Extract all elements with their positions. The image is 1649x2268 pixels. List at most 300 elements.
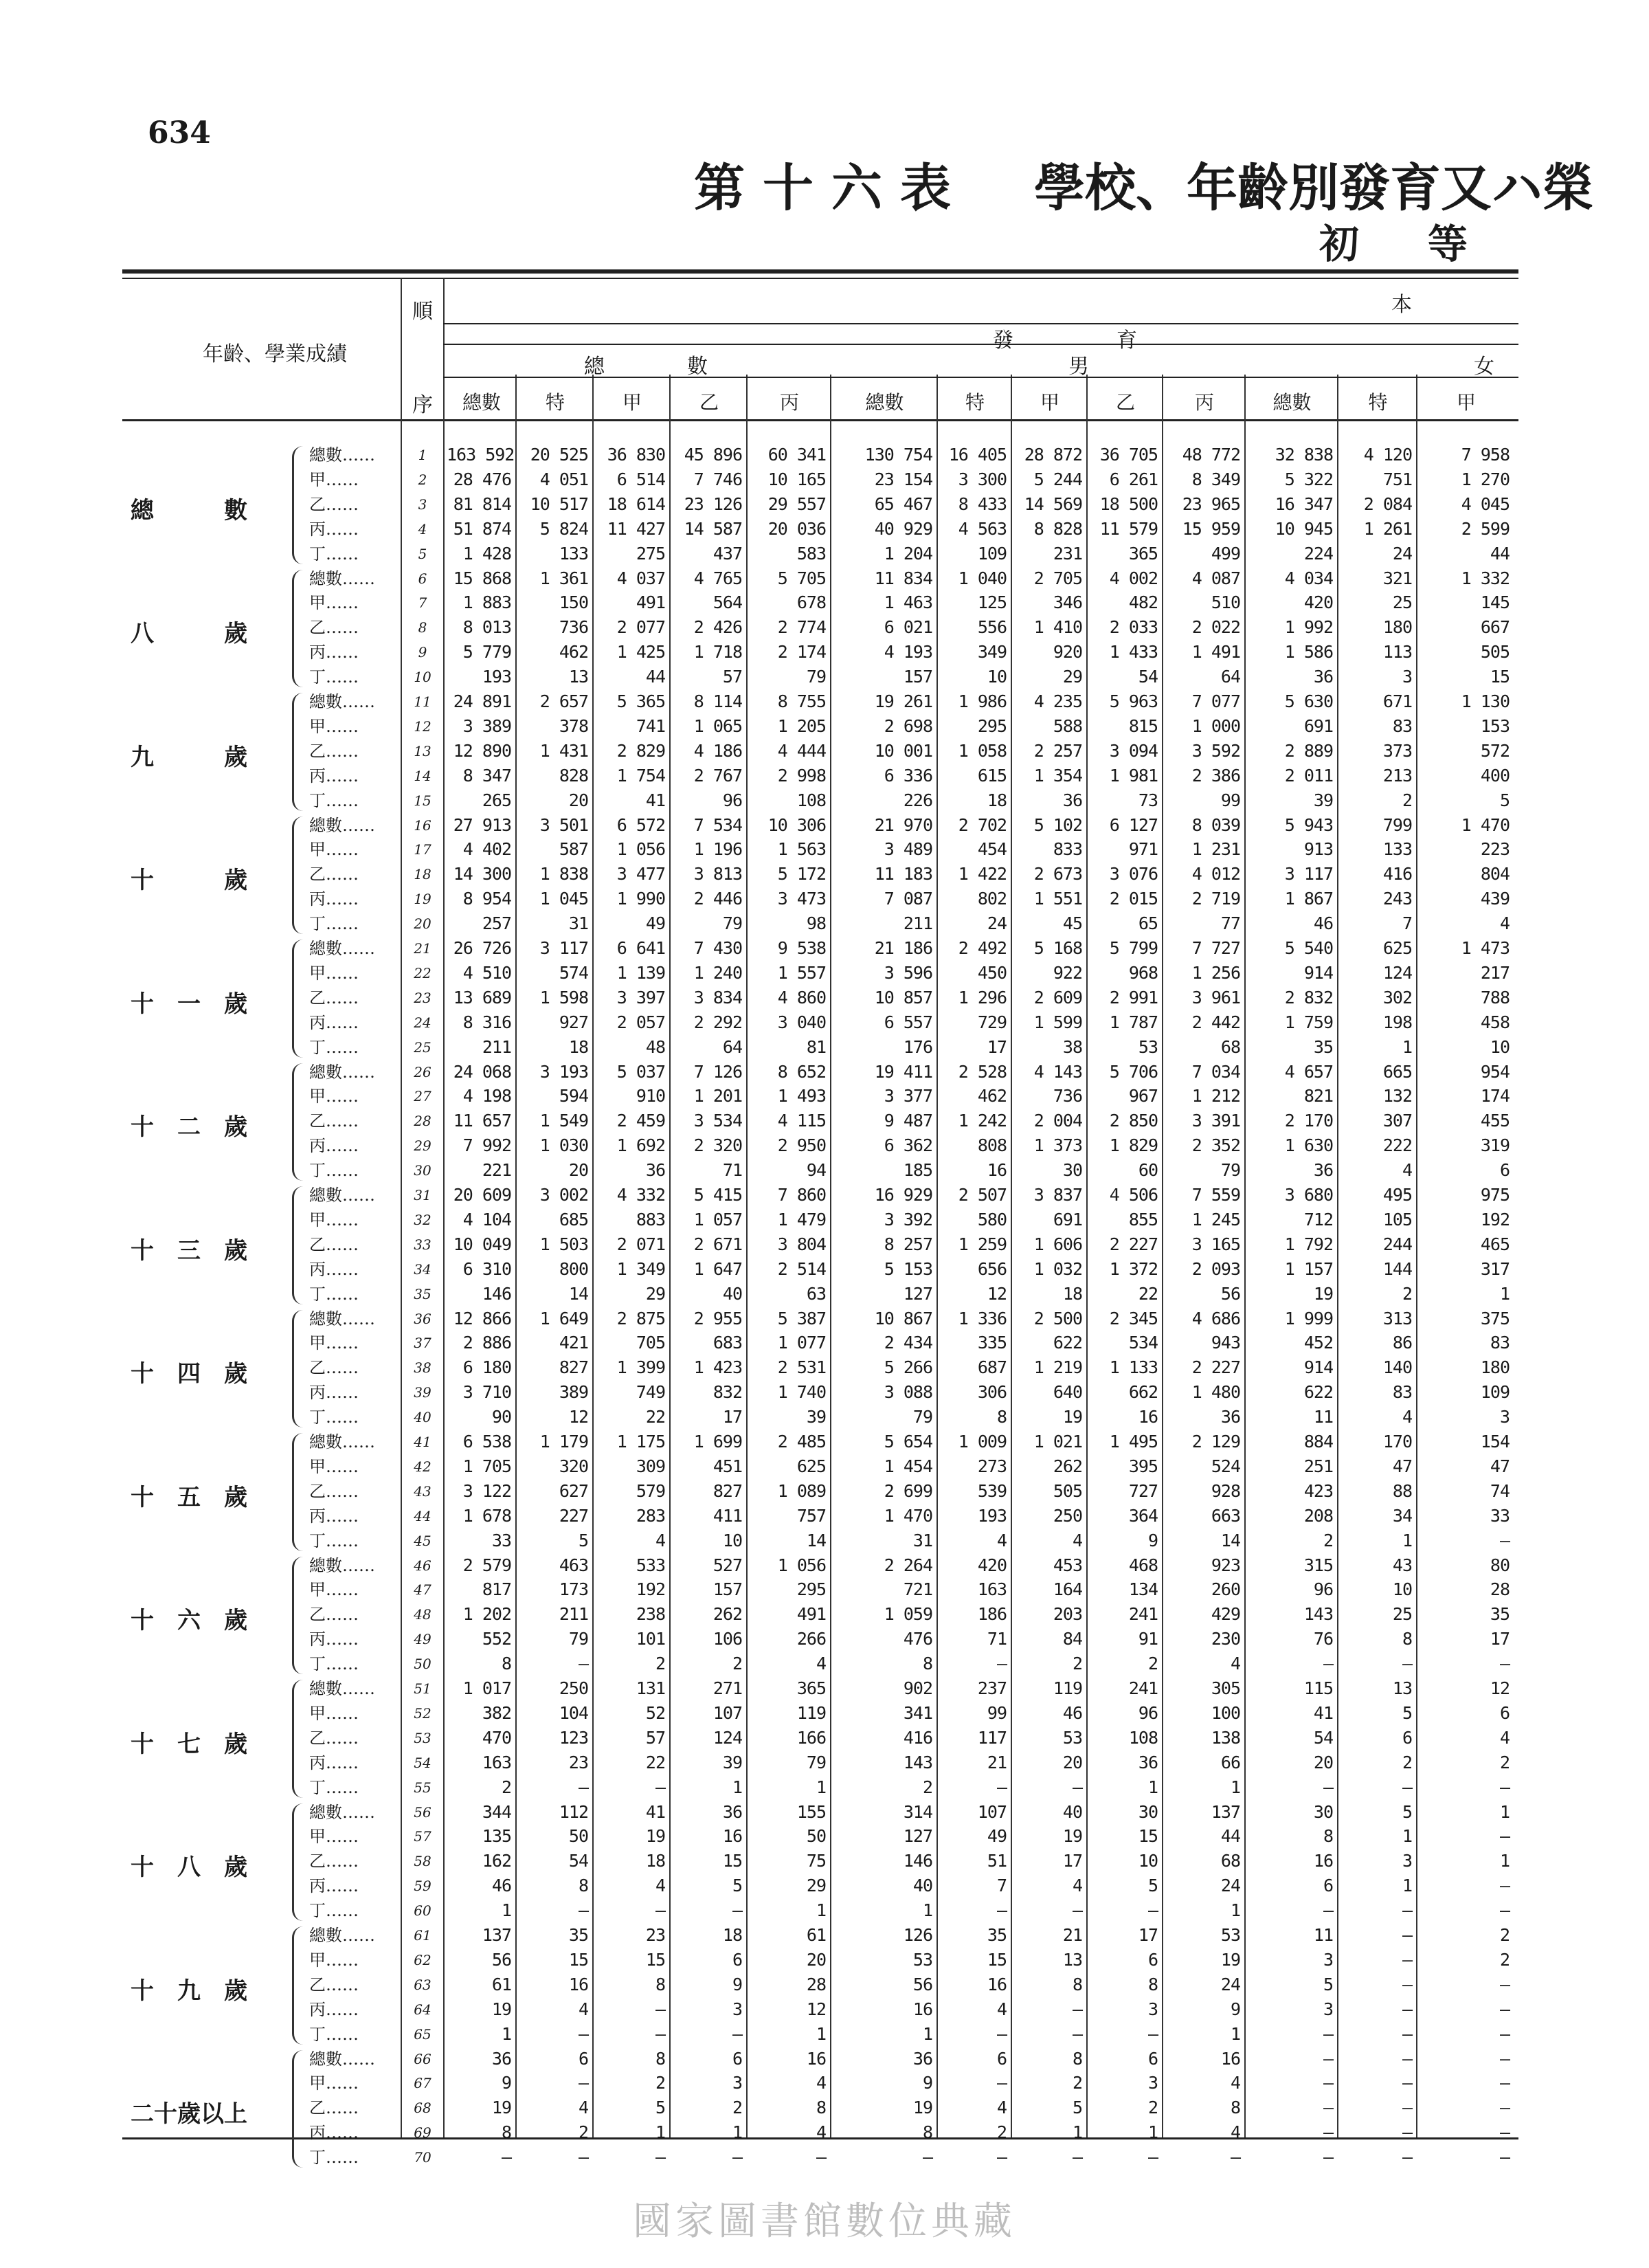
table-cell: 5 415 <box>693 1185 742 1205</box>
table-cell: 2 774 <box>777 617 826 638</box>
sequence-number: 41 <box>414 1434 431 1450</box>
sequence-number: 58 <box>414 1853 431 1870</box>
table-cell: 914 <box>1303 962 1333 983</box>
table-cell: 10 857 <box>874 987 932 1008</box>
column-header: 甲 <box>622 391 642 414</box>
table-cell: 23 154 <box>874 469 932 489</box>
table-cell: 2 <box>1499 1949 1510 1970</box>
table-cell: 6 557 <box>884 1012 932 1032</box>
table-cell: 335 <box>977 1333 1007 1353</box>
table-cell: 3 040 <box>777 1012 826 1032</box>
table-cell: 691 <box>1053 1209 1082 1230</box>
table-cell: 35 <box>987 1925 1007 1945</box>
table-cell: 1 551 <box>1033 889 1082 909</box>
table-cell: 13 <box>1392 1678 1412 1698</box>
group-brace <box>292 570 306 688</box>
table-cell: 594 <box>559 1086 588 1107</box>
table-cell: 6 <box>578 2048 588 2069</box>
table-cell: 109 <box>977 543 1007 564</box>
table-cell: 119 <box>796 1702 826 1723</box>
grade-label: 乙…… <box>309 1975 359 1994</box>
table-cell: 163 592 <box>447 445 515 465</box>
table-cell: 6 <box>1147 2048 1158 2069</box>
table-cell: 309 <box>636 1456 665 1476</box>
table-cell: 2 889 <box>1284 740 1333 761</box>
table-cell: 46 <box>1313 913 1333 934</box>
table-cell: 1 630 <box>1284 1135 1333 1156</box>
table-cell: 193 <box>482 667 511 687</box>
row-label-header: 年齡、學業成績 <box>203 342 347 366</box>
table-cell: 12 <box>568 1407 588 1427</box>
table-cell: 61 <box>806 1925 826 1945</box>
table-cell: 1 133 <box>1109 1357 1158 1378</box>
table-cell: 7 860 <box>777 1185 826 1205</box>
table-cell: 17 <box>1138 1925 1158 1945</box>
table-cell: — <box>1072 1777 1082 1797</box>
table-cell: 15 <box>568 1949 588 1970</box>
table-cell: 437 <box>713 543 742 564</box>
table-cell: 3 117 <box>1284 864 1333 885</box>
age-group-label: 十 一 歲 <box>131 990 247 1018</box>
table-cell: 33 <box>1490 1505 1510 1526</box>
table-cell: — <box>1323 1777 1333 1797</box>
column-line <box>592 375 594 2137</box>
table-cell: 1 399 <box>616 1357 665 1378</box>
table-cell: 251 <box>1303 1456 1333 1476</box>
table-cell: 10 <box>722 1530 742 1550</box>
table-cell: 19 <box>491 2098 511 2118</box>
table-title: 第十六表 <box>694 159 969 218</box>
table-cell: 855 <box>1128 1209 1158 1230</box>
table-cell: 10 <box>1392 1579 1412 1600</box>
table-cell: 1 270 <box>1461 469 1510 489</box>
table-cell: 6 362 <box>884 1135 932 1156</box>
table-cell: 9 <box>732 1974 742 1994</box>
group-brace <box>292 1926 306 2045</box>
table-cell: 21 186 <box>874 938 932 958</box>
table-cell: 4 506 <box>1109 1185 1158 1205</box>
group-brace <box>292 2050 306 2168</box>
table-cell: 505 <box>1053 1480 1082 1501</box>
table-cell: 226 <box>903 790 932 810</box>
table-cell: 4 <box>655 1530 665 1550</box>
group-brace <box>292 693 306 811</box>
table-cell: 163 <box>482 1752 511 1772</box>
table-cell: 18 <box>987 790 1007 810</box>
grade-label: 甲…… <box>309 1703 359 1723</box>
table-cell: 4 <box>1230 2122 1240 2143</box>
table-cell: 14 <box>1220 1530 1240 1550</box>
table-cell: 2 320 <box>693 1135 742 1156</box>
table-cell: 923 <box>1211 1555 1240 1575</box>
table-cell: 8 <box>922 1654 932 1674</box>
table-cell: 1 000 <box>1191 715 1240 736</box>
table-cell: 2 <box>996 2122 1007 2143</box>
grade-label: 總數…… <box>309 1186 375 1205</box>
table-cell: 580 <box>977 1209 1007 1230</box>
table-cell: 319 <box>1480 1135 1510 1156</box>
table-cell: — <box>578 1654 588 1674</box>
table-cell: 800 <box>559 1258 588 1279</box>
table-cell: 2 886 <box>462 1333 511 1353</box>
table-cell: — <box>501 2147 511 2168</box>
grade-label: 丙…… <box>309 2123 359 2143</box>
table-cell: 533 <box>636 1555 665 1575</box>
table-cell: 19 411 <box>874 1061 932 1082</box>
group-brace <box>292 1186 306 1304</box>
table-cell: 3 <box>1499 1407 1510 1427</box>
table-cell: 36 <box>1313 667 1333 687</box>
table-cell: 11 <box>1313 1407 1333 1427</box>
table-cell: 74 <box>1490 1480 1510 1501</box>
table-cell: — <box>1147 2147 1158 2168</box>
table-cell: 2 671 <box>693 1234 742 1254</box>
grade-label: 甲…… <box>309 1950 359 1970</box>
grade-label: 甲…… <box>309 1210 359 1230</box>
table-cell: 2 531 <box>777 1357 826 1378</box>
table-cell: 40 929 <box>874 518 932 539</box>
table-cell: 6 514 <box>616 469 665 489</box>
table-cell: 16 <box>722 1826 742 1847</box>
table-cell: 510 <box>1211 592 1240 613</box>
table-cell: 1 <box>1147 2122 1158 2143</box>
table-cell: 1 139 <box>616 962 665 983</box>
column-header: 總數 <box>1272 391 1312 414</box>
table-cell: 12 890 <box>453 740 511 761</box>
table-cell: 10 <box>1138 1851 1158 1871</box>
table-cell: 914 <box>1303 1357 1333 1378</box>
table-cell: 3 501 <box>539 814 588 835</box>
table-cell: 2 <box>732 1654 742 1674</box>
table-cell: 5 <box>1323 1974 1333 1994</box>
table-cell: 2 292 <box>693 1012 742 1032</box>
table-cell: 788 <box>1480 987 1510 1008</box>
table-cell: 5 322 <box>1284 469 1333 489</box>
grade-label: 丁…… <box>309 1654 359 1674</box>
grade-label: 乙…… <box>309 1358 359 1378</box>
table-cell: — <box>1323 1654 1333 1674</box>
table-cell: 389 <box>559 1382 588 1403</box>
table-cell: 1 557 <box>777 962 826 983</box>
grade-label: 乙…… <box>309 865 359 885</box>
table-cell: 124 <box>713 1727 742 1748</box>
table-cell: 2 <box>655 1654 665 1674</box>
table-cell: 40 <box>1062 1801 1082 1822</box>
table-cell: 729 <box>977 1012 1007 1032</box>
table-cell: 429 <box>1211 1604 1240 1625</box>
sequence-number: 1 <box>418 447 427 463</box>
table-cell: 4 <box>1072 1876 1082 1896</box>
table-cell: 3 <box>1402 667 1412 687</box>
table-cell: 2 <box>922 1777 932 1797</box>
table-cell: 3 193 <box>539 1061 588 1082</box>
table-cell: 2 950 <box>777 1135 826 1156</box>
table-cell: 4 037 <box>616 568 665 588</box>
table-cell: 51 874 <box>453 518 511 539</box>
table-cell: 126 <box>903 1925 932 1945</box>
table-cell: 2 998 <box>777 765 826 786</box>
table-cell: 3 165 <box>1191 1234 1240 1254</box>
grade-label: 乙…… <box>309 1728 359 1748</box>
table-cell: 76 <box>1313 1629 1333 1649</box>
table-cell: 5 <box>1402 1801 1412 1822</box>
table-cell: 454 <box>977 839 1007 860</box>
table-cell: 749 <box>636 1382 665 1403</box>
table-cell: 4 143 <box>1033 1061 1082 1082</box>
grade-label: 總數…… <box>309 1309 375 1328</box>
header-top: 本 <box>1391 293 1412 317</box>
table-cell: 365 <box>796 1678 826 1698</box>
sequence-number: 12 <box>414 718 431 735</box>
table-cell: 5 <box>1499 790 1510 810</box>
table-cell: — <box>655 2023 665 2044</box>
table-cell: 81 814 <box>453 493 511 514</box>
table-cell: 4 <box>816 2073 826 2093</box>
table-cell: 2 174 <box>777 642 826 663</box>
sequence-number: 52 <box>414 1704 431 1722</box>
table-cell: 462 <box>559 642 588 663</box>
table-cell: 2 <box>1402 790 1412 810</box>
table-cell: 3 534 <box>693 1111 742 1131</box>
table-cell: 295 <box>796 1579 826 1600</box>
table-cell: 36 <box>1313 1160 1333 1181</box>
table-cell: 640 <box>1053 1382 1082 1403</box>
table-cell: 808 <box>977 1135 1007 1156</box>
table-cell: 34 <box>1392 1505 1412 1526</box>
table-cell: 2 077 <box>616 617 665 638</box>
table-cell: 4 <box>996 1999 1007 2019</box>
table-cell: 539 <box>977 1480 1007 1501</box>
table-cell: 1 981 <box>1109 765 1158 786</box>
table-cell: 583 <box>796 543 826 564</box>
table-cell: — <box>1499 2098 1510 2118</box>
table-cell: 2 084 <box>1363 493 1412 514</box>
table-cell: 5 654 <box>884 1432 932 1452</box>
table-cell: 8 114 <box>693 691 742 711</box>
table-cell: 491 <box>636 592 665 613</box>
table-cell: 1 <box>1499 1851 1510 1871</box>
table-cell: 32 838 <box>1275 445 1333 465</box>
table-cell: 44 <box>645 667 665 687</box>
table-cell: 10 945 <box>1275 518 1333 539</box>
table-cell: 9 <box>1230 1999 1240 2019</box>
table-cell: 24 891 <box>453 691 511 711</box>
table-cell: 306 <box>977 1382 1007 1403</box>
table-cell: 1 058 <box>958 740 1007 761</box>
group-brace <box>292 1680 306 1798</box>
table-cell: 2 699 <box>884 1480 932 1501</box>
table-cell: 320 <box>559 1456 588 1476</box>
age-group-label: 十 七 歲 <box>131 1730 247 1758</box>
grade-label: 丙…… <box>309 1136 359 1156</box>
sequence-number: 56 <box>414 1803 431 1821</box>
table-cell: 39 <box>722 1752 742 1772</box>
table-cell: 3 117 <box>539 938 588 958</box>
column-line <box>936 375 938 2137</box>
table-cell: 153 <box>1480 715 1510 736</box>
table-cell: 2 022 <box>1191 617 1240 638</box>
age-group-label: 十 三 歲 <box>131 1236 247 1265</box>
table-cell: 22 <box>1138 1283 1158 1304</box>
group-brace <box>292 816 306 935</box>
table-cell: 250 <box>1053 1505 1082 1526</box>
sequence-number: 51 <box>414 1680 431 1697</box>
table-cell: 68 <box>1220 1851 1240 1871</box>
table-cell: 1 <box>1499 1283 1510 1304</box>
table-cell: 2 <box>1402 1752 1412 1772</box>
table-cell: 5 943 <box>1284 814 1333 835</box>
grade-label: 丁…… <box>309 1531 359 1550</box>
table-cell: 8 <box>816 2098 826 2118</box>
table-cell: 8 <box>1230 2098 1240 2118</box>
table-cell: 36 <box>1062 790 1082 810</box>
sequence-number: 37 <box>414 1335 431 1352</box>
sequence-number: 4 <box>418 520 427 537</box>
table-cell: 1 259 <box>958 1234 1007 1254</box>
table-cell: 8 433 <box>958 493 1007 514</box>
table-cell: 41 <box>1313 1702 1333 1723</box>
table-cell: 1 <box>1499 1801 1510 1822</box>
table-cell: 667 <box>1480 617 1510 638</box>
table-cell: 18 614 <box>607 493 665 514</box>
column-header: 總數 <box>462 391 501 414</box>
table-cell: 104 <box>559 1702 588 1723</box>
table-cell: 2 <box>1147 2098 1158 2118</box>
table-cell: 307 <box>1382 1111 1412 1131</box>
grade-label: 丁…… <box>309 790 359 810</box>
table-cell: 1 219 <box>1033 1357 1082 1378</box>
table-cell: 1 463 <box>884 592 932 613</box>
table-cell: 60 <box>1138 1160 1158 1181</box>
table-cell: 1 425 <box>616 642 665 663</box>
table-cell: 1 045 <box>539 889 588 909</box>
table-cell: 4 <box>578 1999 588 2019</box>
table-cell: 3 <box>1147 2073 1158 2093</box>
table-cell: — <box>1402 2147 1412 2168</box>
table-cell: 19 <box>1062 1826 1082 1847</box>
table-cell: — <box>1499 1900 1510 1921</box>
table-cell: 524 <box>1211 1456 1240 1476</box>
grade-label: 甲…… <box>309 593 359 613</box>
table-cell: 12 866 <box>453 1308 511 1328</box>
table-cell: 687 <box>977 1357 1007 1378</box>
table-cell: 39 <box>806 1407 826 1427</box>
table-cell: 736 <box>1053 1086 1082 1107</box>
table-cell: 8 347 <box>462 765 511 786</box>
sequence-number: 19 <box>414 891 431 908</box>
table-cell: 884 <box>1303 1432 1333 1452</box>
table-cell: 564 <box>713 592 742 613</box>
table-cell: 3 <box>732 1999 742 2019</box>
table-cell: 455 <box>1480 1111 1510 1131</box>
table-cell: 99 <box>987 1702 1007 1723</box>
table-cell: 4 120 <box>1363 445 1412 465</box>
column-header: 甲 <box>1456 391 1476 414</box>
table-cell: 3 377 <box>884 1086 932 1107</box>
table-cell: 155 <box>796 1801 826 1822</box>
table-cell: — <box>1402 1999 1412 2019</box>
table-cell: 45 896 <box>684 445 742 465</box>
table-cell: 131 <box>636 1678 665 1698</box>
table-cell: 1 354 <box>1033 765 1082 786</box>
table-cell: — <box>1072 2023 1082 2044</box>
table-cell: 185 <box>903 1160 932 1181</box>
table-cell: 36 <box>912 2048 932 2069</box>
sequence-number: 34 <box>414 1260 431 1278</box>
table-cell: 2 <box>1147 1654 1158 1674</box>
table-cell: 463 <box>559 1555 588 1575</box>
table-cell: 250 <box>559 1678 588 1698</box>
table-cell: 8 <box>655 2048 665 2069</box>
table-cell: 123 <box>559 1727 588 1748</box>
table-cell: 125 <box>977 592 1007 613</box>
table-cell: 18 <box>568 1036 588 1057</box>
table-cell: 4 765 <box>693 568 742 588</box>
column-header: 乙 <box>1115 391 1135 414</box>
table-cell: 113 <box>1382 642 1412 663</box>
table-cell: 18 500 <box>1099 493 1158 514</box>
table-cell: 671 <box>1382 691 1412 711</box>
table-cell: 11 657 <box>453 1111 511 1131</box>
table-cell: 1 <box>1147 1777 1158 1797</box>
table-cell: 27 913 <box>453 814 511 835</box>
table-cell: 71 <box>987 1629 1007 1649</box>
sequence-number: 57 <box>414 1828 431 1845</box>
table-cell: 1 205 <box>777 715 826 736</box>
table-cell: 1 059 <box>884 1604 932 1625</box>
table-cell: 3 088 <box>884 1382 932 1403</box>
grade-label: 丁…… <box>309 2148 359 2168</box>
sequence-number: 27 <box>414 1088 431 1105</box>
table-cell: 244 <box>1382 1234 1412 1254</box>
table-cell: — <box>578 2147 588 2168</box>
table-cell: 1 <box>816 1900 826 1921</box>
sequence-number: 22 <box>414 964 431 981</box>
table-cell: 685 <box>559 1209 588 1230</box>
table-cell: — <box>1072 1999 1082 2019</box>
table-cell: 20 <box>568 790 588 810</box>
table-cell: 7 <box>1402 913 1412 934</box>
table-cell: 721 <box>903 1579 932 1600</box>
sequence-number: 23 <box>414 989 431 1006</box>
table-cell: 19 <box>1220 1949 1240 1970</box>
sequence-number: 47 <box>414 1581 431 1599</box>
table-cell: 2 <box>1072 2073 1082 2093</box>
table-cell: — <box>1402 2098 1412 2118</box>
table-cell: 31 <box>912 1530 932 1550</box>
table-cell: 7 <box>996 1876 1007 1896</box>
table-cell: 39 <box>1313 790 1333 810</box>
sequence-number: 61 <box>414 1927 431 1944</box>
table-cell: 302 <box>1382 987 1412 1008</box>
table-cell: 1 990 <box>616 889 665 909</box>
table-cell: 22 <box>645 1407 665 1427</box>
table-cell: 15 <box>1490 667 1510 687</box>
table-cell: — <box>1323 2122 1333 2143</box>
table-cell: 3 122 <box>462 1480 511 1501</box>
sequence-number: 63 <box>414 1976 431 1993</box>
table-cell: 6 127 <box>1109 814 1158 835</box>
table-cell: 2 071 <box>616 1234 665 1254</box>
table-cell: 833 <box>1053 839 1082 860</box>
table-cell: — <box>732 1900 742 1921</box>
table-cell: 10 165 <box>767 469 826 489</box>
table-cell: 7 126 <box>693 1061 742 1082</box>
table-cell: 7 534 <box>693 814 742 835</box>
table-cell: 6 <box>1499 1160 1510 1181</box>
table-cell: 1 692 <box>616 1135 665 1156</box>
table-cell: 227 <box>559 1505 588 1526</box>
